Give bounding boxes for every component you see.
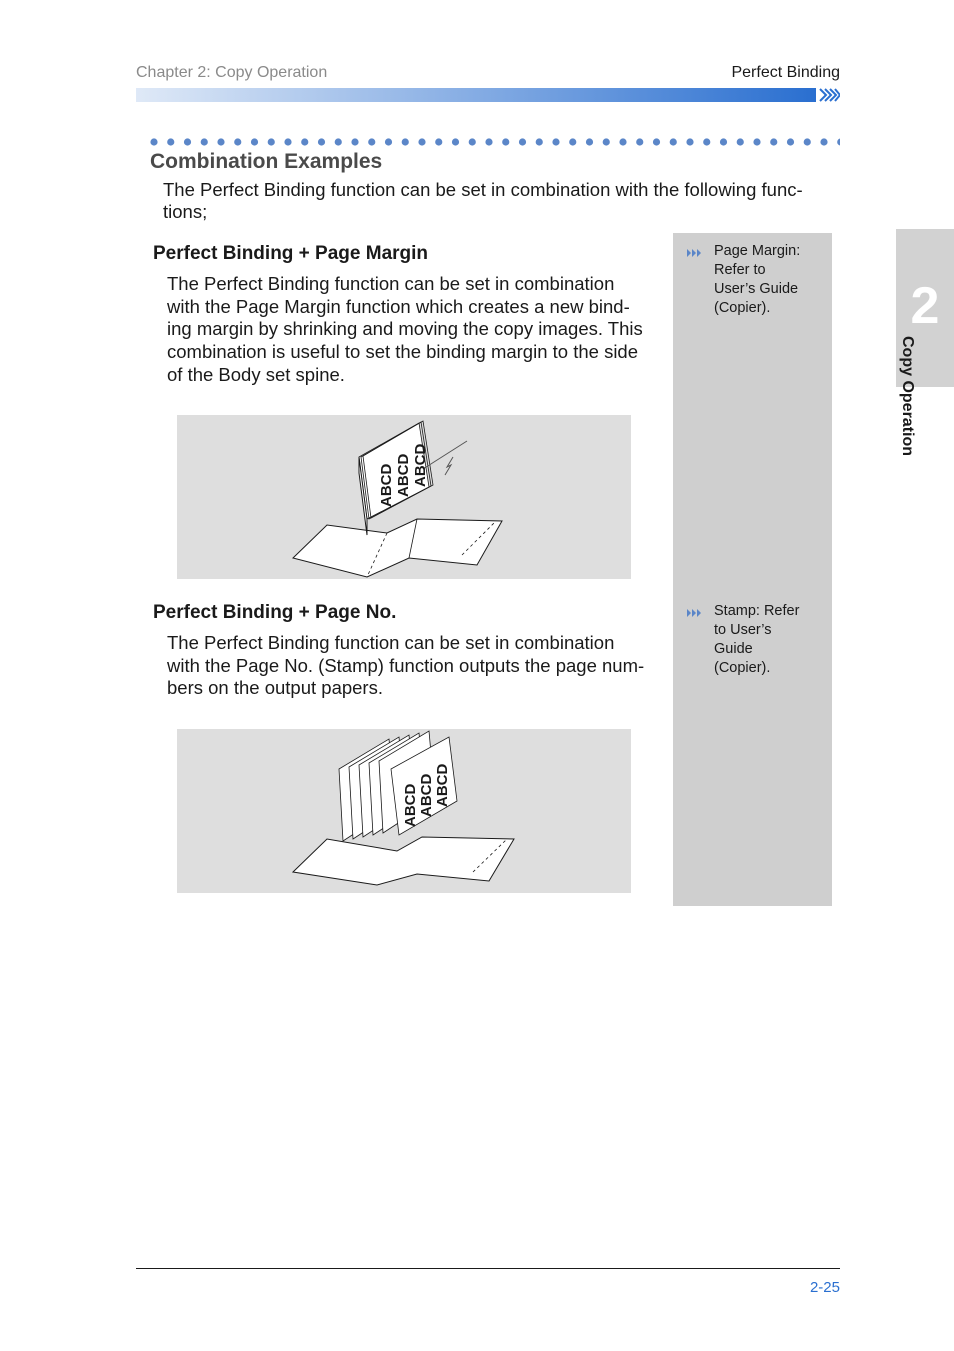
divider-dot [485,138,492,145]
chapter-tab-label [897,336,917,496]
divider-dot [268,138,275,145]
divider-dot [670,138,677,145]
divider-dot [251,138,258,145]
note-line: User’s Guide [714,281,799,297]
paragraph-line: with the Page Margin function which creates a new bind- [167,295,630,317]
divider-dot [552,138,559,145]
divider-dot [167,138,174,145]
divider-dot [569,138,576,145]
divider-dot [217,138,224,145]
divider-dot [234,138,241,145]
divider-dot [469,138,476,145]
divider-dot [737,138,744,145]
reference-arrows-icon [686,248,704,258]
paragraph-line: of the Body set spine. [167,363,345,385]
divider-dot [318,138,325,145]
divider-dot [636,138,643,145]
divider-dot [519,138,526,145]
chapter-tab-number: 2 [910,277,940,335]
example-description-page-margin [167,273,672,387]
divider-dot [351,138,358,145]
figure-label: ABCD [418,773,435,817]
paragraph-line: combination is useful to set the binding margin to the side [167,341,639,363]
chevrons-icon [820,89,840,101]
divider-dot [536,138,543,145]
divider-dot [619,138,626,145]
note-line: Guide [714,641,753,657]
intro-line: tions; [163,201,208,222]
divider-dot [452,138,459,145]
dotted-divider [150,136,840,148]
divider-dot [184,138,191,145]
divider-dot [603,138,610,145]
header-section-title: Perfect Binding [731,64,840,81]
divider-dot [402,138,409,145]
figure-label: ABCD [402,783,419,827]
figure-label: ABCD [395,453,412,497]
note-line: Stamp: Refer [714,603,800,619]
note-line: to User’s [714,622,772,638]
intro-line: The Perfect Binding function can be set in combination with the following func- [163,179,803,200]
paragraph-line: The Perfect Binding function can be set in combination [167,273,615,294]
note-line: Page Margin: [714,243,801,259]
footer-rule [136,1268,840,1269]
divider-dot [787,138,794,145]
divider-dot [418,138,425,145]
divider-dot [335,138,342,145]
example-title-page-margin: Perfect Binding + Page Margin [153,243,429,264]
note-line: (Copier). [714,660,771,676]
divider-dot [703,138,710,145]
divider-dot [686,138,693,145]
divider-dot [502,138,509,145]
section-title: Combination Examples [150,150,383,173]
figure-label: ABCD [378,463,395,507]
divider-dot [284,138,291,145]
divider-dot [770,138,777,145]
example-title-page-no: Perfect Binding + Page No. [153,602,397,623]
divider-dot [150,138,157,145]
divider-dot [720,138,727,145]
divider-dot [586,138,593,145]
figure-label: ABCD [412,443,429,487]
example-description-page-no [167,632,672,700]
intro-paragraph [163,179,843,223]
divider-dot [368,138,375,145]
divider-dot [301,138,308,145]
sidebar-note-stamp [714,602,824,678]
divider-dot [837,138,840,145]
divider-dot [435,138,442,145]
divider-dot [753,138,760,145]
illustration-page-margin [177,415,631,579]
divider-dot [385,138,392,145]
notes-sidebar [673,233,832,906]
note-line: (Copier). [714,300,771,316]
sidebar-note-page-margin [714,242,824,318]
paragraph-line: with the Page No. (Stamp) function outputs the page num- [167,654,645,676]
divider-dot [201,138,208,145]
divider-dot [820,138,827,145]
header-gradient-bar [136,88,840,102]
paragraph-line: bers on the output papers. [167,677,383,699]
chapter-tab-label-text: Copy Operation [899,336,916,457]
figure-label: ABCD [434,763,451,807]
reference-arrows-icon [686,608,704,618]
illustration-page-no [177,729,631,893]
divider-dot [804,138,811,145]
divider-dot [653,138,660,145]
header-chapter: Chapter 2: Copy Operation [136,64,328,81]
paragraph-line: The Perfect Binding function can be set in combination [167,632,615,653]
page-number: 2-25 [809,1279,840,1296]
paragraph-line: ing margin by shrinking and moving the copy images. This [167,318,643,340]
note-line: Refer to [714,262,766,278]
